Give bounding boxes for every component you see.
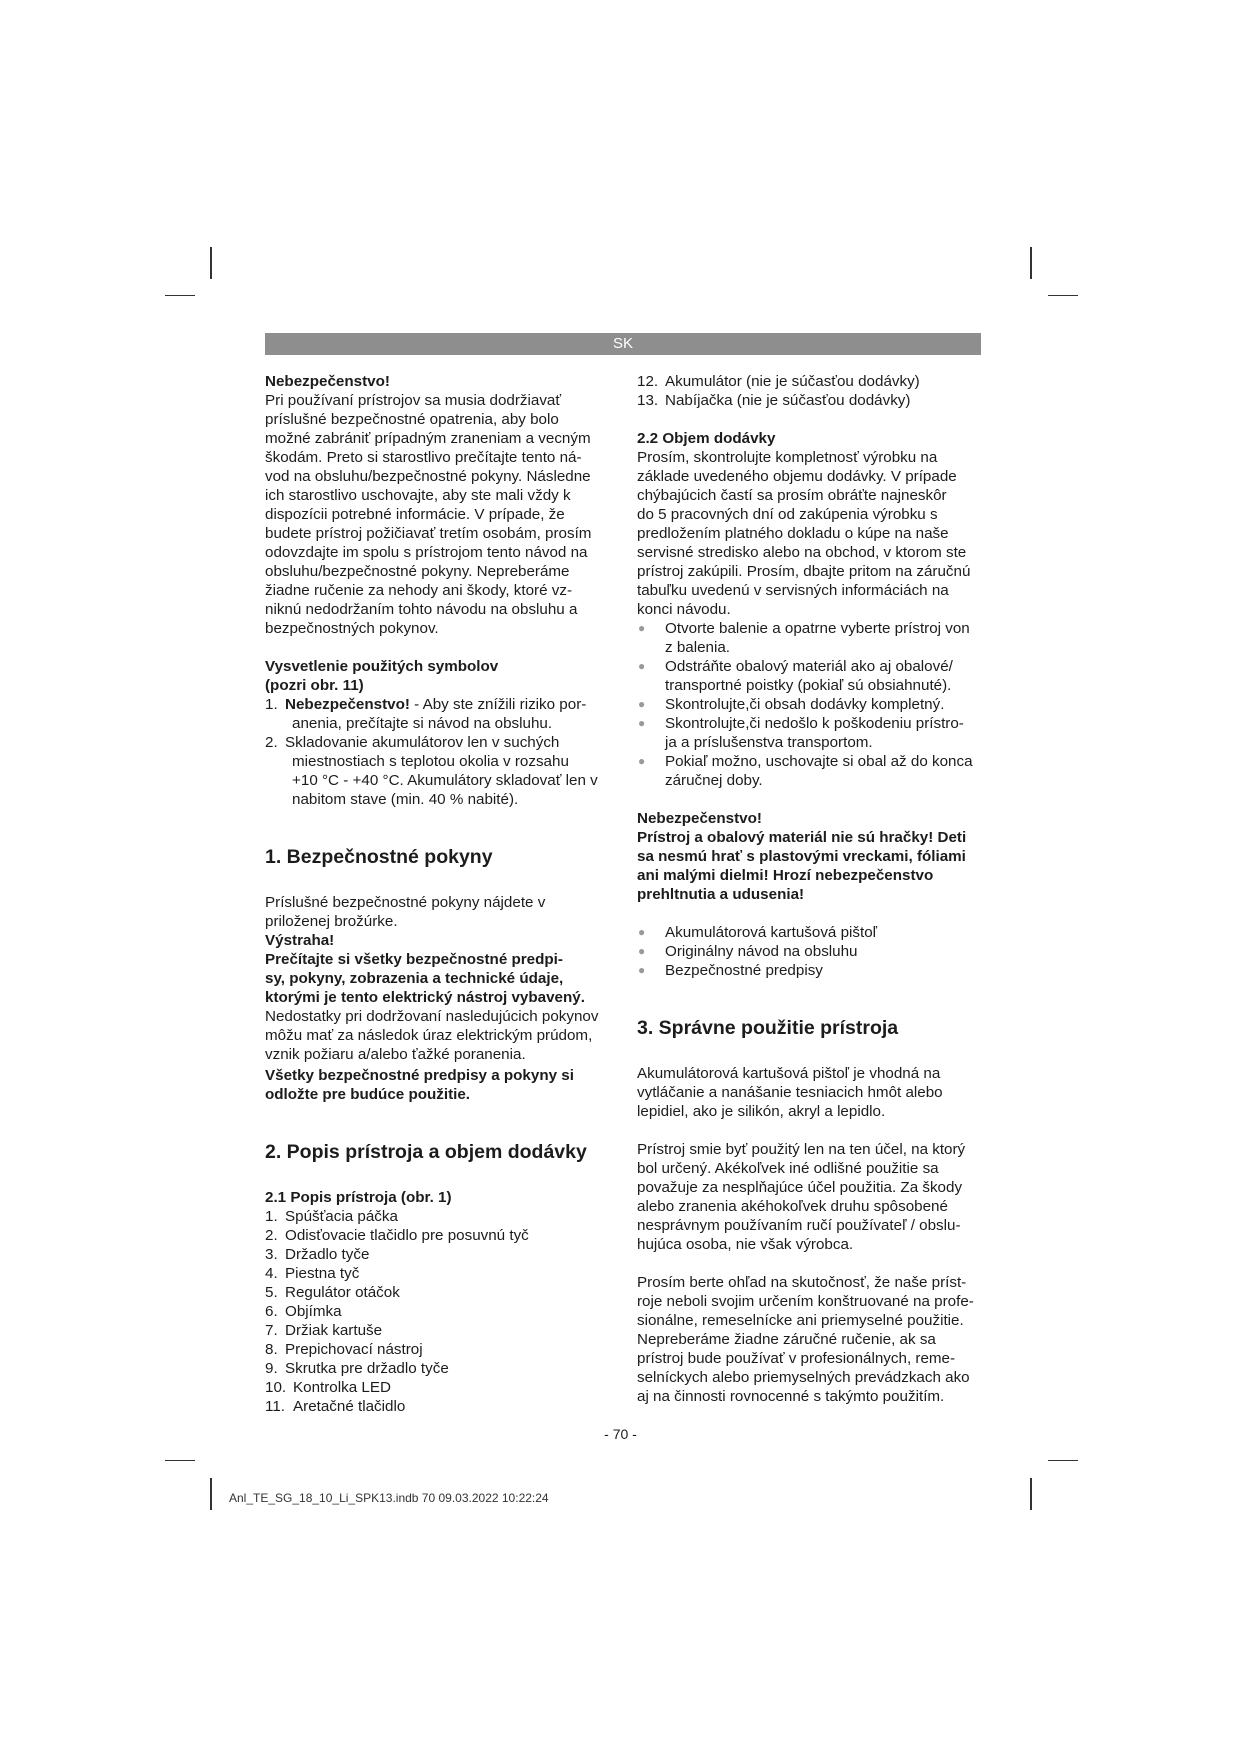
text-line: Príslušné bezpečnostné pokyny nájdete v <box>265 894 546 911</box>
text-line: dispozícii potrebné informácie. V prípade, že <box>265 506 565 523</box>
text-line: aj na činnosti rovnocenné s takýmto použitím. <box>637 1388 945 1405</box>
list-item: 6. Objímka <box>265 1303 342 1320</box>
text-line: +10 °C - +40 °C. Akumulátory skladovať len v <box>292 772 598 789</box>
crop-mark <box>1030 247 1032 279</box>
text-line: Pri používaní prístrojov sa musia dodržiavať <box>265 392 562 409</box>
warning-title: Výstraha! <box>265 932 335 949</box>
symbol-item: 2. Skladovanie akumulátorov len v suchých miestnostiach s teplotou okolia v rozsahu +10 °C - +40 °C. Akumulátory skladovať len v nabitom stave (min. 40 % nabité). <box>265 733 610 809</box>
bullet-icon: ● <box>638 621 646 635</box>
crop-mark <box>210 247 212 279</box>
symbol-storage-text <box>285 733 610 809</box>
crop-mark <box>1048 1460 1078 1461</box>
bullet-item: ● Bezpečnostné predpisy <box>638 962 823 979</box>
use-paragraph <box>637 1140 981 1254</box>
text-line: škodám. Preto si starostlivo prečítajte tento ná- <box>265 449 582 466</box>
warning-text <box>265 1007 610 1064</box>
text-line: alebo zranenia akéhokoľvek druhu spôsobené <box>637 1198 948 1215</box>
text-line: selníckych alebo priemyselných prevádzkach ako <box>637 1369 970 1386</box>
bullet-icon: ● <box>638 754 646 768</box>
text-line: Nedostatky pri dodržovaní nasledujúcich pokynov <box>265 1008 599 1025</box>
text-line: vytláčanie a nanášanie tesniacich hmôt alebo <box>637 1084 943 1101</box>
danger-title: Nebezpečenstvo! <box>265 373 390 390</box>
list-item: 9. Skrutka pre držadlo tyče <box>265 1360 449 1377</box>
right-column <box>637 372 981 1406</box>
crop-mark <box>210 1478 212 1510</box>
text-line: nesprávnym používaním ručí používateľ / obslu- <box>637 1217 961 1234</box>
text-line: konci návodu. <box>637 601 731 618</box>
text-line: vod na obsluhu/bezpečnostné pokyny. Následne <box>265 468 591 485</box>
bullet-item: ● Skontrolujte,či obsah dodávky kompletný. <box>638 696 945 713</box>
symbols-title-ref: (pozri obr. 11) <box>265 677 364 694</box>
text-line: Skladovanie akumulátorov len v suchých <box>285 734 560 751</box>
text-line: do 5 pracovných dní od zakúpenia výrobku s <box>637 506 938 523</box>
unpacking-steps <box>637 619 981 790</box>
text-line: lepidiel, ako je silikón, akryl a lepidlo. <box>637 1103 886 1120</box>
text-line: žiadne ručenie za nehody ani škody, ktoré vz- <box>265 582 573 599</box>
crop-mark <box>165 1460 195 1461</box>
bullet-icon: ● <box>638 944 646 958</box>
text-line: roje neboli svojim určením konštruované na profe- <box>637 1293 974 1310</box>
list-item: 1. Spúšťacia páčka <box>265 1208 398 1225</box>
text-line: obsluhu/bezpečnostné pokyny. Nepreberáme <box>265 563 570 580</box>
text-line: predložením platného dokladu o kúpe na naše <box>637 525 949 542</box>
bullet-icon: ● <box>638 697 646 711</box>
text-line: tabuľku uvedenú v servisných informáciách na <box>637 582 949 599</box>
parts-list-continued <box>637 372 981 410</box>
text-line: Prístroj smie byť použitý len na ten účel, na ktorý <box>637 1141 966 1158</box>
bullet-icon: ● <box>638 659 646 673</box>
keep-instructions <box>265 1066 610 1104</box>
subsection-heading: 2.1 Popis prístroja (obr. 1) <box>265 1189 452 1206</box>
text-line: môžu mať za následok úraz elektrickým prúdom, <box>265 1027 593 1044</box>
symbols-title: Vysvetlenie použitých symbolov <box>265 658 499 675</box>
section-heading: 3. Správne použitie prístroja <box>637 1017 899 1039</box>
crop-mark <box>165 295 195 296</box>
text-line: nabitom stave (min. 40 % nabité). <box>292 791 519 808</box>
list-item: 10. Kontrolka LED <box>265 1379 391 1396</box>
list-item: 3. Držadlo tyče <box>265 1246 370 1263</box>
list-item: 4. Piestna tyč <box>265 1265 360 1282</box>
text-line: ktorými je tento elektrický nástroj vybavený. <box>265 989 585 1006</box>
left-column <box>265 372 610 1416</box>
list-item: 2. Odisťovacie tlačidlo pre posuvnú tyč <box>265 1227 529 1244</box>
text-line: niknú nedodržaním tohto návodu na obsluhu a <box>265 601 578 618</box>
bullet-icon: ● <box>638 963 646 977</box>
use-paragraph <box>637 1273 981 1406</box>
print-footer: Anl_TE_SG_18_10_Li_SPK13.indb 70 09.03.2022 10:22:24 <box>229 1491 549 1505</box>
text-line: možné zabrániť prípadným zraneniam a vecným <box>265 430 591 447</box>
safety-intro <box>265 893 610 931</box>
text-line: Akumulátorová kartušová pištoľ je vhodná na <box>637 1065 941 1082</box>
delivery-contents <box>637 923 981 980</box>
bullet-icon: ● <box>638 925 646 939</box>
text-line: prehltnutia a udusenia! <box>637 886 805 903</box>
list-item: 8. Prepichovací nástroj <box>265 1341 423 1358</box>
bullet-item: ● Originálny návod na obsluhu <box>638 943 858 960</box>
text-line: Prosím berte ohľad na skutočnosť, že naše príst- <box>637 1274 967 1291</box>
subsection-heading: 2.2 Objem dodávky <box>637 430 776 447</box>
bullet-item: ● Otvorte balenie a opatrne vyberte prístroj von z balenia. <box>638 620 970 656</box>
text-line: Nepreberáme žiadne záručné ručenie, ak sa <box>637 1331 936 1348</box>
language-header-bar <box>265 333 981 355</box>
danger-text <box>637 828 981 904</box>
delivery-text <box>637 448 981 619</box>
text-line: sy, pokyny, zobrazenia a technické údaje, <box>265 970 564 987</box>
parts-list <box>265 1207 610 1416</box>
text-line: budete prístroj požičiavať tretím osobám, prosím <box>265 525 592 542</box>
crop-mark <box>1030 1478 1032 1510</box>
text-line: vznik požiaru a/alebo ťažké poranenia. <box>265 1046 526 1063</box>
danger-title: Nebezpečenstvo! <box>637 810 762 827</box>
use-paragraph <box>637 1064 981 1121</box>
text-line: považuje za nesplňajúce účel použitia. Za škody <box>637 1179 963 1196</box>
text-line: miestnostiach s teplotou okolia v rozsahu <box>292 753 569 770</box>
bullet-item: ● Pokiaľ možno, uschovajte si obal až do konca záručnej doby. <box>638 753 973 789</box>
text-line: bezpečnostných pokynov. <box>265 620 439 637</box>
text-line: ani malými dielmi! Hrozí nebezpečenstvo <box>637 867 934 884</box>
text-line: príslušné bezpečnostné opatrenia, aby bolo <box>265 411 559 428</box>
list-item: 13. Nabíjačka (nie je súčasťou dodávky) <box>637 392 911 409</box>
bullet-item: ● Akumulátorová kartušová pištoľ <box>638 924 878 941</box>
text-line: Prečítajte si všetky bezpečnostné predpi- <box>265 951 563 968</box>
language-label: SK <box>612 335 633 352</box>
bullet-item: ● Odstráňte obalový materiál ako aj obalové/ transportné poistky (pokiaľ sú obsiahnuté). <box>638 658 953 694</box>
symbol-item: 1. Nebezpečenstvo! - Aby ste znížili riziko por- anenia, prečítajte si návod na obsluhu. <box>265 696 587 732</box>
text-line: chýbajúcich častí sa prosím obráťte najneskôr <box>637 487 947 504</box>
text-line: odložte pre budúce použitie. <box>265 1086 471 1103</box>
text-line: odovzdajte im spolu s prístrojom tento návod na <box>265 544 588 561</box>
list-item: 7. Držiak kartuše <box>265 1322 383 1339</box>
text-line: prístroj zakúpili. Prosím, dbajte pritom na záručnú <box>637 563 971 580</box>
text-line: sa nesmú hrať s plastovými vreckami, fóliami <box>637 848 966 865</box>
bullet-icon: ● <box>638 716 646 730</box>
text-line: hujúca osoba, nie však výrobca. <box>637 1236 854 1253</box>
text-line: sionálne, remeselnícke ani priemyselné použitie. <box>637 1312 964 1329</box>
bullet-item: ● Skontrolujte,či nedošlo k poškodeniu prístro- ja a príslušenstva transportom. <box>638 715 964 751</box>
section-heading: 2. Popis prístroja a objem dodávky <box>265 1141 587 1163</box>
text-line: Prosím, skontrolujte kompletnosť výrobku na <box>637 449 938 466</box>
text-line: Všetky bezpečnostné predpisy a pokyny si <box>265 1067 574 1084</box>
text-line: servisné stredisko alebo na obchod, v ktorom ste <box>637 544 967 561</box>
section-heading: 1. Bezpečnostné pokyny <box>265 846 493 868</box>
text-line: ich starostlivo uschovajte, aby ste mali vždy k <box>265 487 571 504</box>
symbol-danger-label: Nebezpečenstvo! <box>285 696 410 713</box>
crop-mark <box>1048 295 1078 296</box>
text-line: priloženej brožúrke. <box>265 913 398 930</box>
list-item: 12. Akumulátor (nie je súčasťou dodávky) <box>637 373 920 390</box>
list-item: 11. Aretačné tlačidlo <box>265 1398 406 1415</box>
text-line: základe uvedeného objemu dodávky. V prípade <box>637 468 957 485</box>
list-item: 5. Regulátor otáčok <box>265 1284 400 1301</box>
text-line: Prístroj a obalový materiál nie sú hračky! Deti <box>637 829 967 846</box>
page-number: - 70 - <box>604 1426 637 1442</box>
text-line: bol určený. Akékoľvek iné odlišné použitie sa <box>637 1160 939 1177</box>
danger-text <box>265 391 610 638</box>
text-line: prístroj bude používať v profesionálnych, reme- <box>637 1350 956 1367</box>
warning-bold-text <box>265 950 610 1007</box>
